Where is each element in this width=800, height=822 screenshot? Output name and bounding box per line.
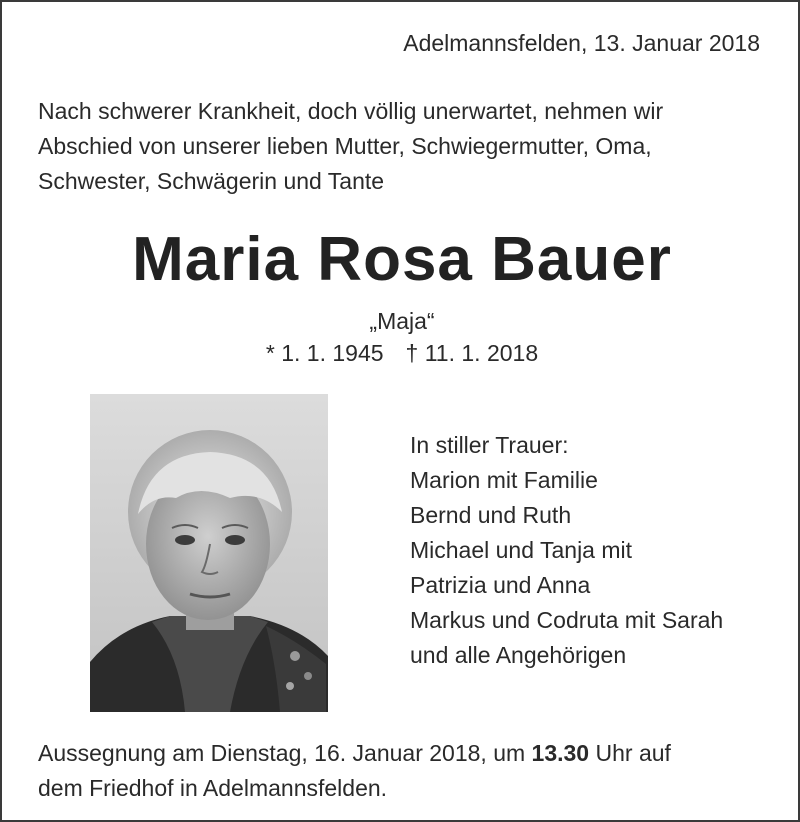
mourner-line: Patrizia und Anna (410, 572, 591, 598)
deceased-nickname: „Maja“ (369, 308, 435, 334)
mourner-line: und alle Angehörigen (410, 642, 627, 668)
mourner-line: Markus und Codruta mit Sarah (410, 607, 724, 633)
ceremony-location: dem Friedhof in Adelmannsfelden. (38, 775, 388, 801)
mourner-line: Michael und Tanja mit (410, 537, 633, 563)
deceased-name: Maria Rosa Bauer (132, 225, 672, 294)
mourner-line: Marion mit Familie (410, 467, 598, 493)
ceremony-info (38, 736, 778, 806)
intro-line: Nach schwerer Krankheit, doch völlig unerwartet, nehmen wir (38, 98, 664, 124)
intro-text (38, 94, 778, 199)
death-date: † 11. 1. 2018 (405, 340, 539, 366)
portrait-photo (90, 394, 328, 712)
birth-date: * 1. 1. 1945 (265, 340, 384, 366)
ceremony-suffix: Uhr auf (589, 740, 671, 766)
intro-line: Schwester, Schwägerin und Tante (38, 168, 385, 194)
life-dates (2, 340, 800, 367)
ceremony-time: 13.30 (531, 740, 590, 766)
mourners-heading: In stiller Trauer: (410, 432, 569, 458)
mourner-line: Bernd und Ruth (410, 502, 572, 528)
ceremony-prefix: Aussegnung am Dienstag, 16. Januar 2018, um (38, 740, 532, 766)
portrait-icon (90, 394, 328, 712)
intro-line: Abschied von unserer lieben Mutter, Schwiegermutter, Oma, (38, 133, 652, 159)
place-date: Adelmannsfelden, 13. Januar 2018 (403, 30, 760, 56)
mourners-list (410, 428, 723, 673)
ceremony-line (38, 736, 778, 771)
